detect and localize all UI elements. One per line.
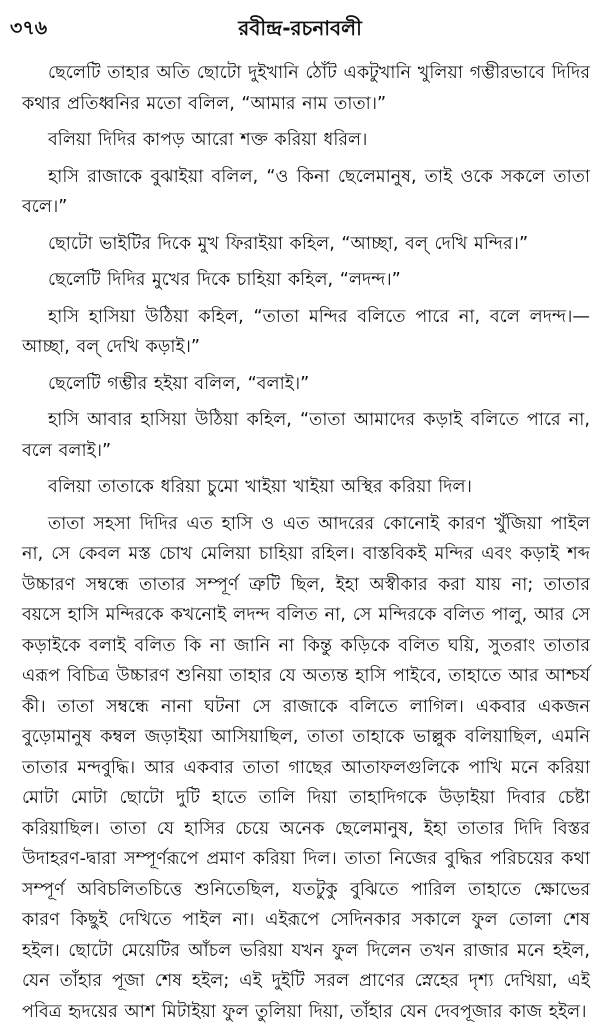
- paragraph: হাসি হাসিয়া উঠিয়া কহিল, “তাতা মন্দির বলিতে পারে না, বলে লদন্দ।— আচ্ছা, বল্ দেখি কড়াই।”: [22, 306, 590, 357]
- paragraph: ছোটো ভাইটির দিকে মুখ ফিরাইয়া কহিল, “আচ্ছা, বল্ দেখি মন্দির।”: [48, 233, 529, 254]
- body-text: [22, 58, 590, 1033]
- paragraph: বলিয়া তাতাকে ধরিয়া চুমো খাইয়া খাইয়া অস্থির করিয়া দিল।: [48, 477, 472, 497]
- running-title: রবীন্দ্র-রচনাবলী: [238, 16, 362, 40]
- paragraph: তাতা সহসা দিদির এত হাসি ও এত আদরের কোনোই কারণ খুঁজিয়া পাইল না, সে কেবল মস্ত চোখ মেলিয়া চাহিয়া রহিল। বাস্তবিকই মন্দির এবং কড়াই শব্দ উচ্চারণ সম্বন্ধে তাতার সম্পূর্ণ ত্রুটি ছিল, ইহা অস্বীকার করা যায় না; তাতার বয়সে হাসি মন্দিরকে কখনোই লদন্দ বলিত না, সে মন্দিরকে বলিত পালু, আর সে কড়াইকে বলাই বলিত কি না জানি না কিন্তু কড়িকে বলিত ঘয়ি, সুতরাং তাতার এরূপ বিচিত্র উচ্চারণ শুনিয়া তাহার যে অত্যন্ত হাসি পাইবে, তাহাতে আর আশ্চর্য কী। তাতা সম্বন্ধে নানা ঘটনা সে রাজাকে বলিতে লাগিল। একবার একজন বুড়োমানুষ কম্বল জড়াইয়া আসিয়াছিল, তাতা তাহাকে ভাল্লুক বলিয়াছিল, এমনি তাতার মন্দবুদ্ধি। আর একবার তাতা গাছের আতাফলগুলিকে পাখি মনে করিয়া মোটা মোটা ছোটো দুটি হাতে তালি দিয়া তাহাদিগকে উড়াইয়া দিবার চেষ্টা করিয়াছিল। তাতা যে হাসির চেয়ে অনেক ছেলেমানুষ, ইহা তাতার দিদি বিস্তর উদাহরণ-দ্বারা সম্পূর্ণরূপে প্রমাণ করিয়া দিল। তাতা নিজের বুদ্ধির পরিচয়ের কথা সম্পূর্ণ অবিচলিতচিত্তে শুনিতেছিল, যতটুকু বুঝিতে পারিল তাহাতে ক্ষোভের কারণ কিছুই দেখিতে পাইল না। এইরূপে সেদিনকার সকালে ফুল তোলা শেষ হইল। ছোটো মেয়েটির আঁচল ভরিয়া যখন ফুল দিলেন তখন রাজার মনে হইল, যেন তাঁহার পূজা শেষ হইল; এই দুইটি সরল প্রাণের স্নেহের দৃশ্য দেখিয়া, এই পবিত্র হৃদয়ের আশ মিটাইয়া ফুল তুলিয়া দিয়া, তাঁহার যেন দেবপূজার কাজ হইল।: [22, 513, 591, 1022]
- paragraph: ছেলেটি দিদির মুখের দিকে চাহিয়া কহিল, “লদন্দ।”: [48, 270, 401, 290]
- page-header: [0, 14, 600, 50]
- page-number: ৩৭৬: [10, 17, 48, 39]
- paragraph: বলিয়া দিদির কাপড় আরো শক্ত করিয়া ধরিল।: [48, 130, 368, 150]
- paragraph: ছেলেটি তাহার অতি ছোটো দুইখানি ঠোঁট একটুখানি খুলিয়া গম্ভীরভাবে দিদির কথার প্রতিধ্বনির মতো বলিল, “আমার নাম তাতা।”: [22, 63, 590, 114]
- paragraph: হাসি রাজাকে বুঝাইয়া বলিল, “ও কিনা ছেলেমানুষ, তাই ওকে সকলে তাতা বলে।”: [22, 166, 590, 217]
- paragraph: ছেলেটি গম্ভীর হইয়া বলিল, “বলাই।”: [48, 373, 310, 394]
- paragraph: হাসি আবার হাসিয়া উঠিয়া কহিল, “তাতা আমাদের কড়াই বলিতে পারে না, বলে বলাই।”: [22, 410, 590, 461]
